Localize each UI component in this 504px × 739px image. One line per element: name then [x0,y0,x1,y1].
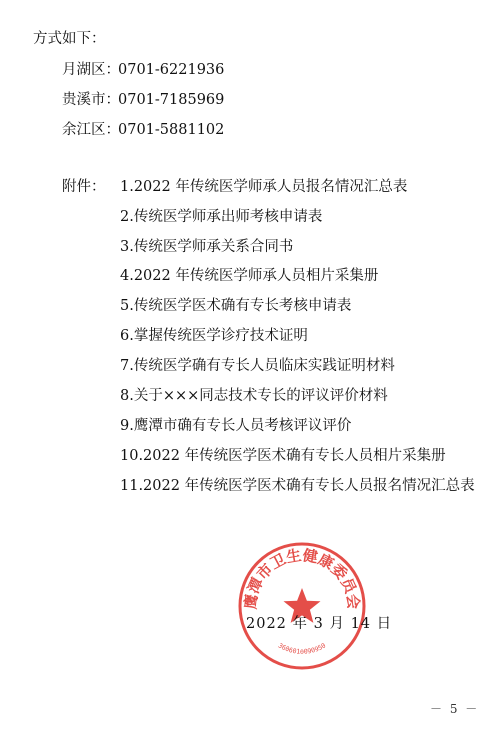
official-seal [236,540,368,672]
page-number: － 5 － [430,702,480,716]
phone-number: 0701-5881102 [118,122,225,138]
district-name: 贵溪市： [62,92,120,108]
attachment-item: 6.掌握传统医学诊疗技术证明 [120,328,308,344]
attachment-item: 7.传统医学确有专长人员临床实践证明材料 [120,358,395,374]
district-name: 余江区： [62,122,120,138]
attachment-item: 2.传统医学师承出师考核申请表 [120,209,323,225]
attachment-item: 9.鹰潭市确有专长人员考核评议评价 [120,418,352,434]
contact-line [62,91,224,109]
intro-text: 方式如下： [33,31,106,47]
attachment-item: 3.传统医学师承关系合同书 [120,239,294,255]
seal-code: 3606010090950 [276,641,328,656]
svg-text:3606010090950 [277,641,328,655]
attachments-label: 附件： [62,179,106,195]
contact-line [62,61,224,79]
district-name: 月湖区： [62,62,120,78]
attachment-item: 1.2022 年传统医学师承人员报名情况汇总表 [120,179,408,195]
phone-number: 0701-6221936 [118,62,225,78]
contact-line [62,121,224,139]
phone-number: 0701-7185969 [118,92,225,108]
attachment-item: 5.传统医学医术确有专长考核申请表 [120,298,352,314]
signature-date: 2022 年 3 月 14 日 [246,616,393,632]
attachment-item: 8.关于×××同志技术专长的评议评价材料 [120,388,388,404]
attachment-item: 4.2022 年传统医学师承人员相片采集册 [120,268,379,284]
attachment-item: 10.2022 年传统医学医术确有专长人员相片采集册 [120,448,446,464]
attachment-item: 11.2022 年传统医学医术确有专长人员报名情况汇总表 [120,478,475,494]
seal-text: 鹰潭市卫生健康委员会 [241,546,363,610]
